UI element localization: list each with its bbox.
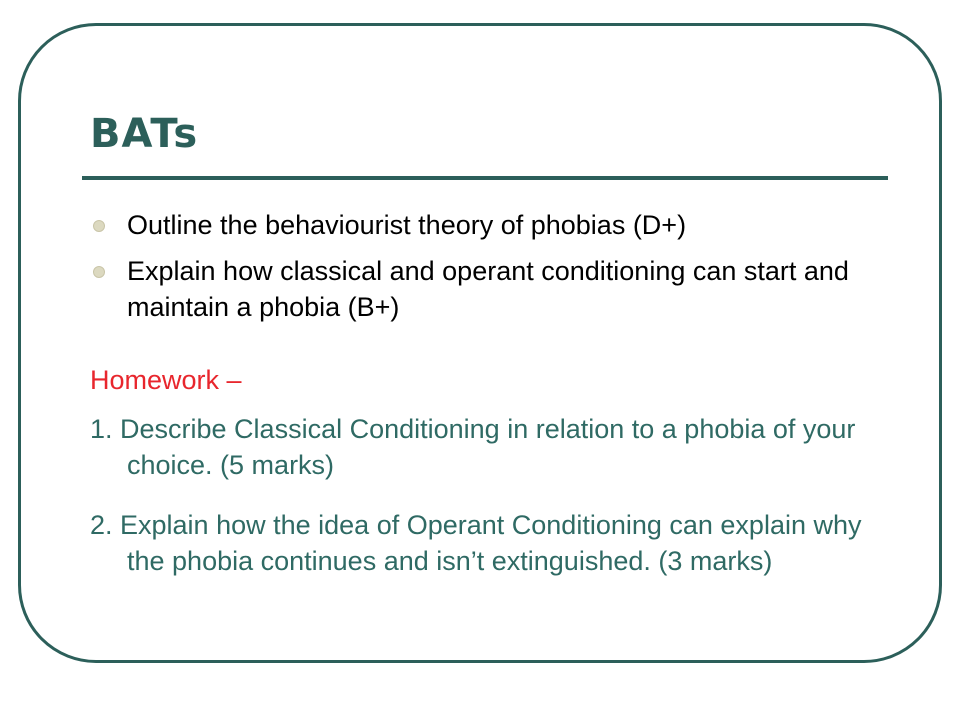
bullet-icon (93, 220, 105, 232)
homework-label: Homework – (90, 365, 242, 395)
title-underline (82, 176, 888, 180)
homework-task-2: 2. Explain how the idea of Operant Conditioning can explain why the phobia continues and isn’t extinguished. (3 marks) (90, 510, 862, 576)
objective-item (90, 253, 890, 325)
slide-title: BATs (90, 111, 199, 157)
objective-item (90, 207, 890, 243)
objective-text: Outline the behaviourist theory of phobias (D+) (127, 210, 687, 240)
objective-text: Explain how classical and operant conditioning can start and maintain a phobia (B+) (127, 256, 849, 322)
bullet-icon (93, 266, 105, 278)
homework-task-1: 1. Describe Classical Conditioning in relation to a phobia of your choice. (5 marks) (90, 414, 856, 480)
objectives-list (90, 207, 890, 335)
